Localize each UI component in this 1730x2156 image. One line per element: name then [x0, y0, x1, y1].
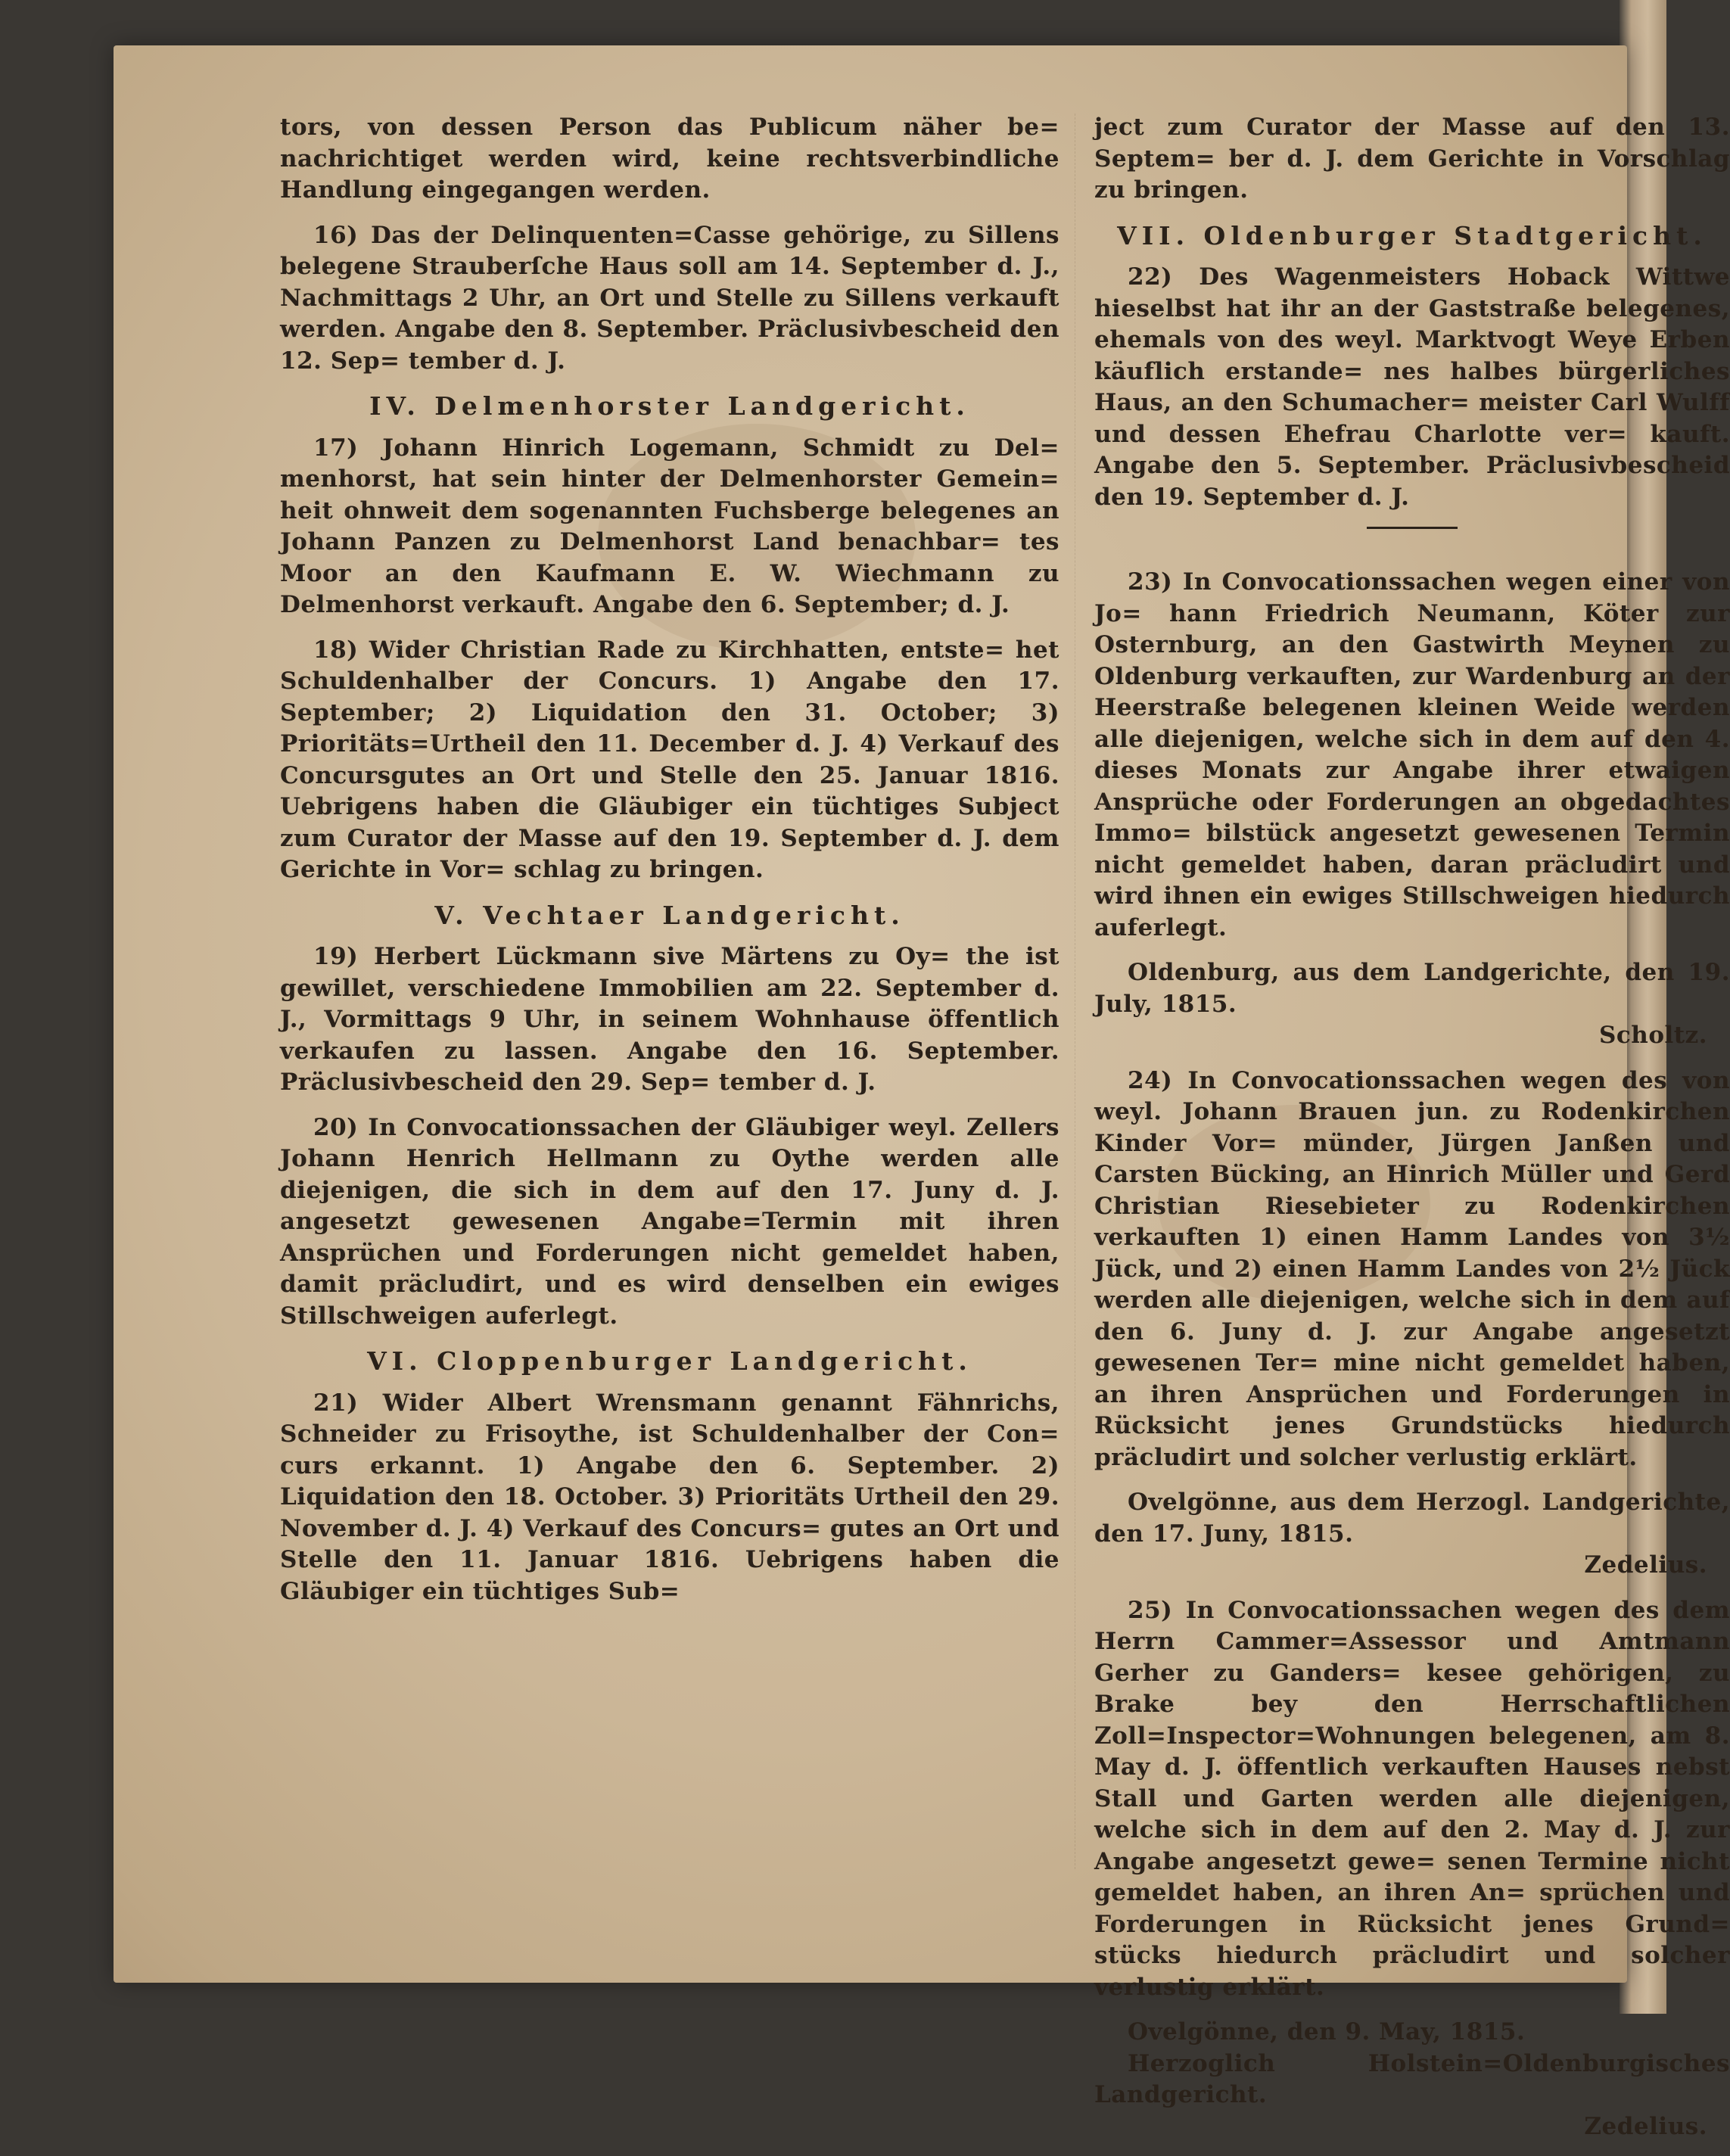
notice-22: 22) Des Wagenmeisters Hoback Wittwe hieselbst hat ihr an der Gaststraße belegenes, ehemals von des weyl. Marktvogt Weye Erben käuflich erstande= nes halbes bürgerliches Haus, an den Schumacher= meister Carl Wulff und dessen Ehefrau Charlotte ver= kauft. Angabe den 5. September. Präclusivbescheid den 19. September d. J.: [1094, 263, 1730, 511]
right-column: [1094, 112, 1730, 2156]
notice-25: 25) In Convocationssachen wegen des dem Herrn Cammer=Assessor und Amtmann Gerher zu Ganders= kesee gehörigen, zu Brake bey den Herrschaftlichen Zoll=Inspector=Wohnungen belegenen, am 8. May d. J. öffentlich verkauften Hauses nebst Stall und Garten werden alle diejenigen, welche sich in dem auf den 2. May d. J. zur Angabe angesetzt gewe= senen Termine nicht gemeldet haben, an ihren An= sprüchen und Forderungen in Rücksicht jenes Grund= stücks hiedurch präcludirt und solcher verlustig erklärt.: [1094, 1596, 1730, 2001]
notice-16: 16) Das der Delinquenten=Casse gehörige, zu Sillens belegene Strauberſche Haus soll am 14. September d. J., Nachmittags 2 Uhr, an Ort und Stelle zu Sillens verkauft werden. Angabe den 8. September. Präclusivbescheid den 12. Sep= tember d. J.: [280, 221, 1059, 375]
intro-paragraph: tors, von dessen Person das Publicum näher be= nachrichtiget werden wird, keine rechtsverbindliche Handlung eingegangen werden.: [280, 114, 1059, 204]
notice-25-signature: Zedelius.: [1584, 2112, 1707, 2140]
notice-24-signature: Zedelius.: [1584, 1551, 1707, 1579]
heading-oldenburg-stadtgericht: VII. Oldenburger Stadtgericht.: [1117, 220, 1707, 250]
heading-vechta: V. Vechtaer Landgericht.: [434, 900, 905, 930]
notice-25-court: Herzoglich Holstein=Oldenburgisches Landgericht.: [1094, 2049, 1730, 2108]
notice-24: 24) In Convocationssachen wegen des von weyl. Johann Brauen jun. zu Rodenkirchen Kinder Vor= münder, Jürgen Janßen und Carsten Bücking, an Hinrich Müller und Gerd Christian Riesebieter zu Rodenkirchen verkauften 1) einen Hamm Landes von 3½ Jück, und 2) einen Hamm Landes von 2½ Jück werden alle diejenigen, welche sich in dem auf den 6. Juny d. J. zur Angabe angesetzt gewesenen Ter= mine nicht gemeldet haben, an ihren Ansprüchen und Forderungen in Rücksicht jenes Grundstücks hiedurch präcludirt und solcher verlustig erklärt.: [1094, 1066, 1730, 1471]
notice-21: 21) Wider Albert Wrensmann genannt Fähnrichs, Schneider zu Frisoythe, ist Schuldenhalber der Con= curs erkannt. 1) Angabe den 6. September. 2) Liquidation den 18. October. 3) Prioritäts Urtheil den 29. November d. J. 4) Verkauf des Concurs= gutes an Ort und Stelle den 11. Januar 1816. Uebrigens haben die Gläubiger ein tüchtiges Sub=: [280, 1389, 1059, 1605]
left-column: [280, 112, 1059, 1621]
notice-18: 18) Wider Christian Rade zu Kirchhatten, entste= het Schuldenhalber der Concurs. 1) Angabe den 17. September; 2) Liquidation den 31. October; 3) Prioritäts=Urtheil den 11. December d. J. 4) Verkauf des Concursgutes an Ort und Stelle den 25. Januar 1816. Uebrigens haben die Gläubiger ein tüchtiges Subject zum Curator der Masse auf den 19. September d. J. dem Gerichte in Vor= schlag zu bringen.: [280, 636, 1059, 883]
notice-23-place: Oldenburg, aus dem Landgerichte, den 19. July, 1815.: [1094, 959, 1730, 1018]
section-divider: [1367, 527, 1458, 529]
newspaper-page: [114, 45, 1730, 2140]
heading-cloppenburg: VI. Cloppenburger Landgericht.: [367, 1346, 972, 1376]
heading-delmenhorst: IV. Delmenhorster Landgericht.: [369, 391, 970, 421]
notice-20: 20) In Convocationssachen der Gläubiger weyl. Zellers Johann Henrich Hellmann zu Oythe werden alle diejenigen, die sich in dem auf den 17. Juny d. J. angesetzt gewesenen Angabe=Termin mit ihren Ansprüchen und Forderungen nicht gemeldet haben, damit präcludirt, und es wird denselben ein ewiges Stillschweigen auferlegt.: [280, 1113, 1059, 1330]
notice-24-place: Ovelgönne, aus dem Herzogl. Landgerichte, den 17. Juny, 1815.: [1094, 1489, 1730, 1548]
notice-19: 19) Herbert Lückmann sive Märtens zu Oy= the ist gewillet, verschiedene Immobilien am 22. September d. J., Vormittags 9 Uhr, in seinem Wohnhause öffentlich verkaufen zu lassen. Angabe den 16. September. Präclusivbescheid den 29. Sep= tember d. J.: [280, 943, 1059, 1096]
notice-23: 23) In Convocationssachen wegen einer von Jo= hann Friedrich Neumann, Köter zur Osternburg, an den Gastwirth Meynen zu Oldenburg verkauften, zur Wardenburg an der Heerstraße belegenen kleinen Weide werden alle diejenigen, welche sich in dem auf den 4. dieses Monats zur Angabe ihrer etwaigen Ansprüche oder Forderungen an obgedachtes Immo= bilstück angesetzt gewesenen Termin nicht gemeldet haben, daran präcludirt und wird ihnen ein ewiges Stillschweigen hiedurch auferlegt.: [1094, 568, 1730, 941]
notice-25-place: Ovelgönne, den 9. May, 1815.: [1128, 2018, 1526, 2046]
notice-23-signature: Scholtz.: [1599, 1022, 1707, 1049]
continuation-paragraph: ject zum Curator der Masse auf den 13. Septem= ber d. J. dem Gerichte in Vorschlag zu bringen.: [1094, 114, 1730, 204]
notice-17: 17) Johann Hinrich Logemann, Schmidt zu Del= menhorst, hat sein hinter der Delmenhorster Gemein= heit ohnweit dem sogenannten Fuchsberge belegenes an Johann Panzen zu Delmenhorst Land benachbar= tes Moor an den Kaufmann E. W. Wiechmann zu Delmenhorst verkauft. Angabe den 6. September; d. J.: [280, 434, 1059, 618]
